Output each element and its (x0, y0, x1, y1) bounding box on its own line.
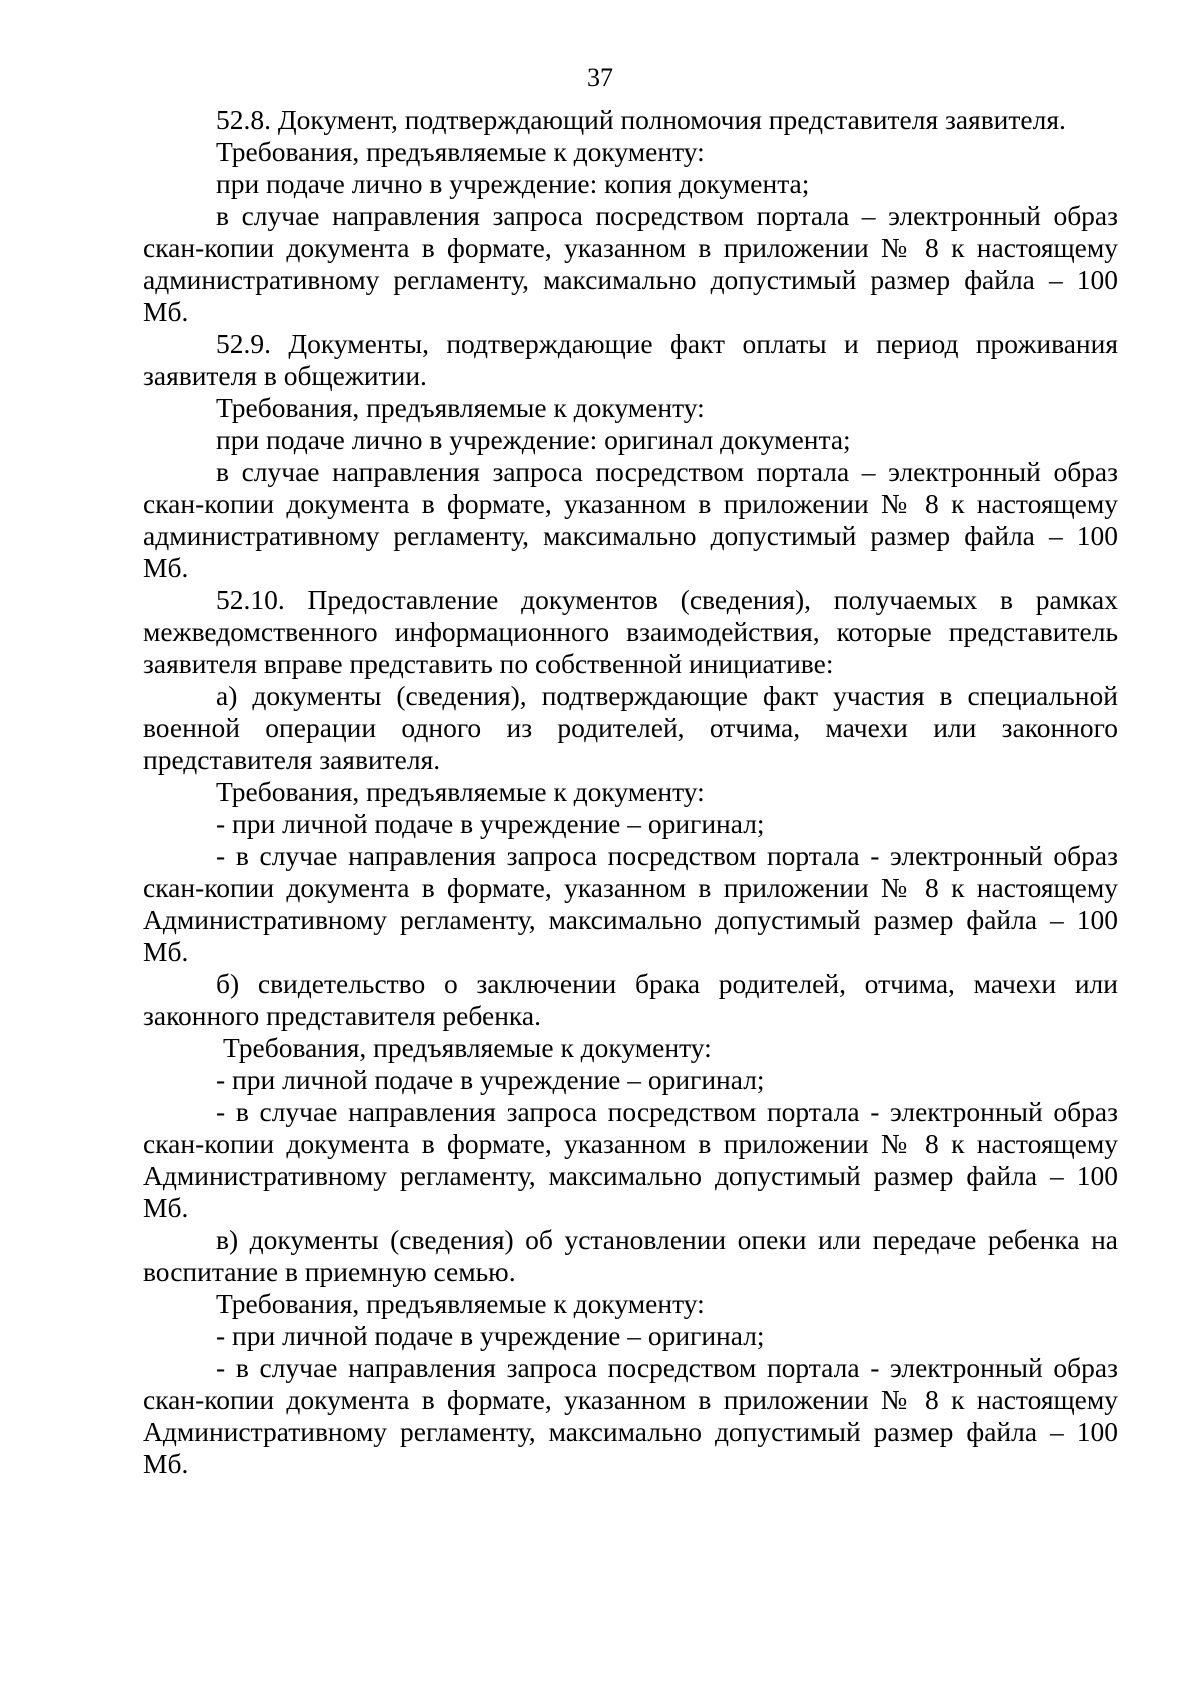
requirement-in-person: - при личной подаче в учреждение – оригинал; (216, 1320, 765, 1351)
item-b: б) свидетельство о заключении брака родителей, отчима, мачехи или законного представителя ребенка. (143, 968, 1118, 1031)
requirement-portal: - в случае направления запроса посредством портала - электронный образ скан-копии документа в формате, указанном в приложении № 8 к настоящему Административному регламенту, максимально допустимый размер файла – 100 Мб. (143, 840, 1118, 967)
requirements-label: Требования, предъявляемые к документу: (216, 136, 705, 167)
requirement-portal: в случае направления запроса посредством портала – электронный образ скан-копии документа в формате, указанном в приложении № 8 к настоящему административному регламенту, максимально допустимый размер файла – 100 Мб. (143, 200, 1118, 327)
paragraph-52-10-heading: 52.10. Предоставление документов (сведения), получаемых в рамках межведомственного информационного взаимодействия, которые представитель заявителя вправе представить по собственной инициативе: (143, 584, 1118, 679)
item-v: в) документы (сведения) об установлении опеки или передаче ребенка на воспитание в приемную семью. (143, 1224, 1118, 1287)
requirements-label: Требования, предъявляемые к документу: (223, 1032, 712, 1063)
item-a: а) документы (сведения), подтверждающие факт участия в специальной военной операции одного из родителей, отчима, мачехи или законного представителя заявителя. (143, 680, 1118, 775)
paragraph-52-8-heading: 52.8. Документ, подтверждающий полномочия представителя заявителя. (216, 104, 1066, 135)
page-number: 37 (587, 63, 613, 92)
requirements-label: Требования, предъявляемые к документу: (216, 392, 705, 423)
requirements-label: Требования, предъявляемые к документу: (216, 1288, 705, 1319)
requirement-portal: в случае направления запроса посредством портала – электронный образ скан-копии документа в формате, указанном в приложении № 8 к настоящему административному регламенту, максимально допустимый размер файла – 100 Мб. (143, 456, 1118, 583)
document-body (143, 104, 1118, 1480)
paragraph-52-9-heading: 52.9. Документы, подтверждающие факт оплаты и период проживания заявителя в общежитии. (143, 328, 1118, 391)
requirement-portal: - в случае направления запроса посредством портала - электронный образ скан-копии документа в формате, указанном в приложении № 8 к настоящему Административному регламенту, максимально допустимый размер файла – 100 Мб. (143, 1352, 1118, 1479)
requirement-in-person: при подаче лично в учреждение: оригинал документа; (216, 424, 851, 455)
requirement-portal: - в случае направления запроса посредством портала - электронный образ скан-копии документа в формате, указанном в приложении № 8 к настоящему Административному регламенту, максимально допустимый размер файла – 100 Мб. (143, 1096, 1118, 1223)
requirement-in-person: при подаче лично в учреждение: копия документа; (216, 168, 810, 199)
requirements-label: Требования, предъявляемые к документу: (216, 776, 705, 807)
requirement-in-person: - при личной подаче в учреждение – оригинал; (216, 808, 765, 839)
requirement-in-person: - при личной подаче в учреждение – оригинал; (216, 1064, 765, 1095)
